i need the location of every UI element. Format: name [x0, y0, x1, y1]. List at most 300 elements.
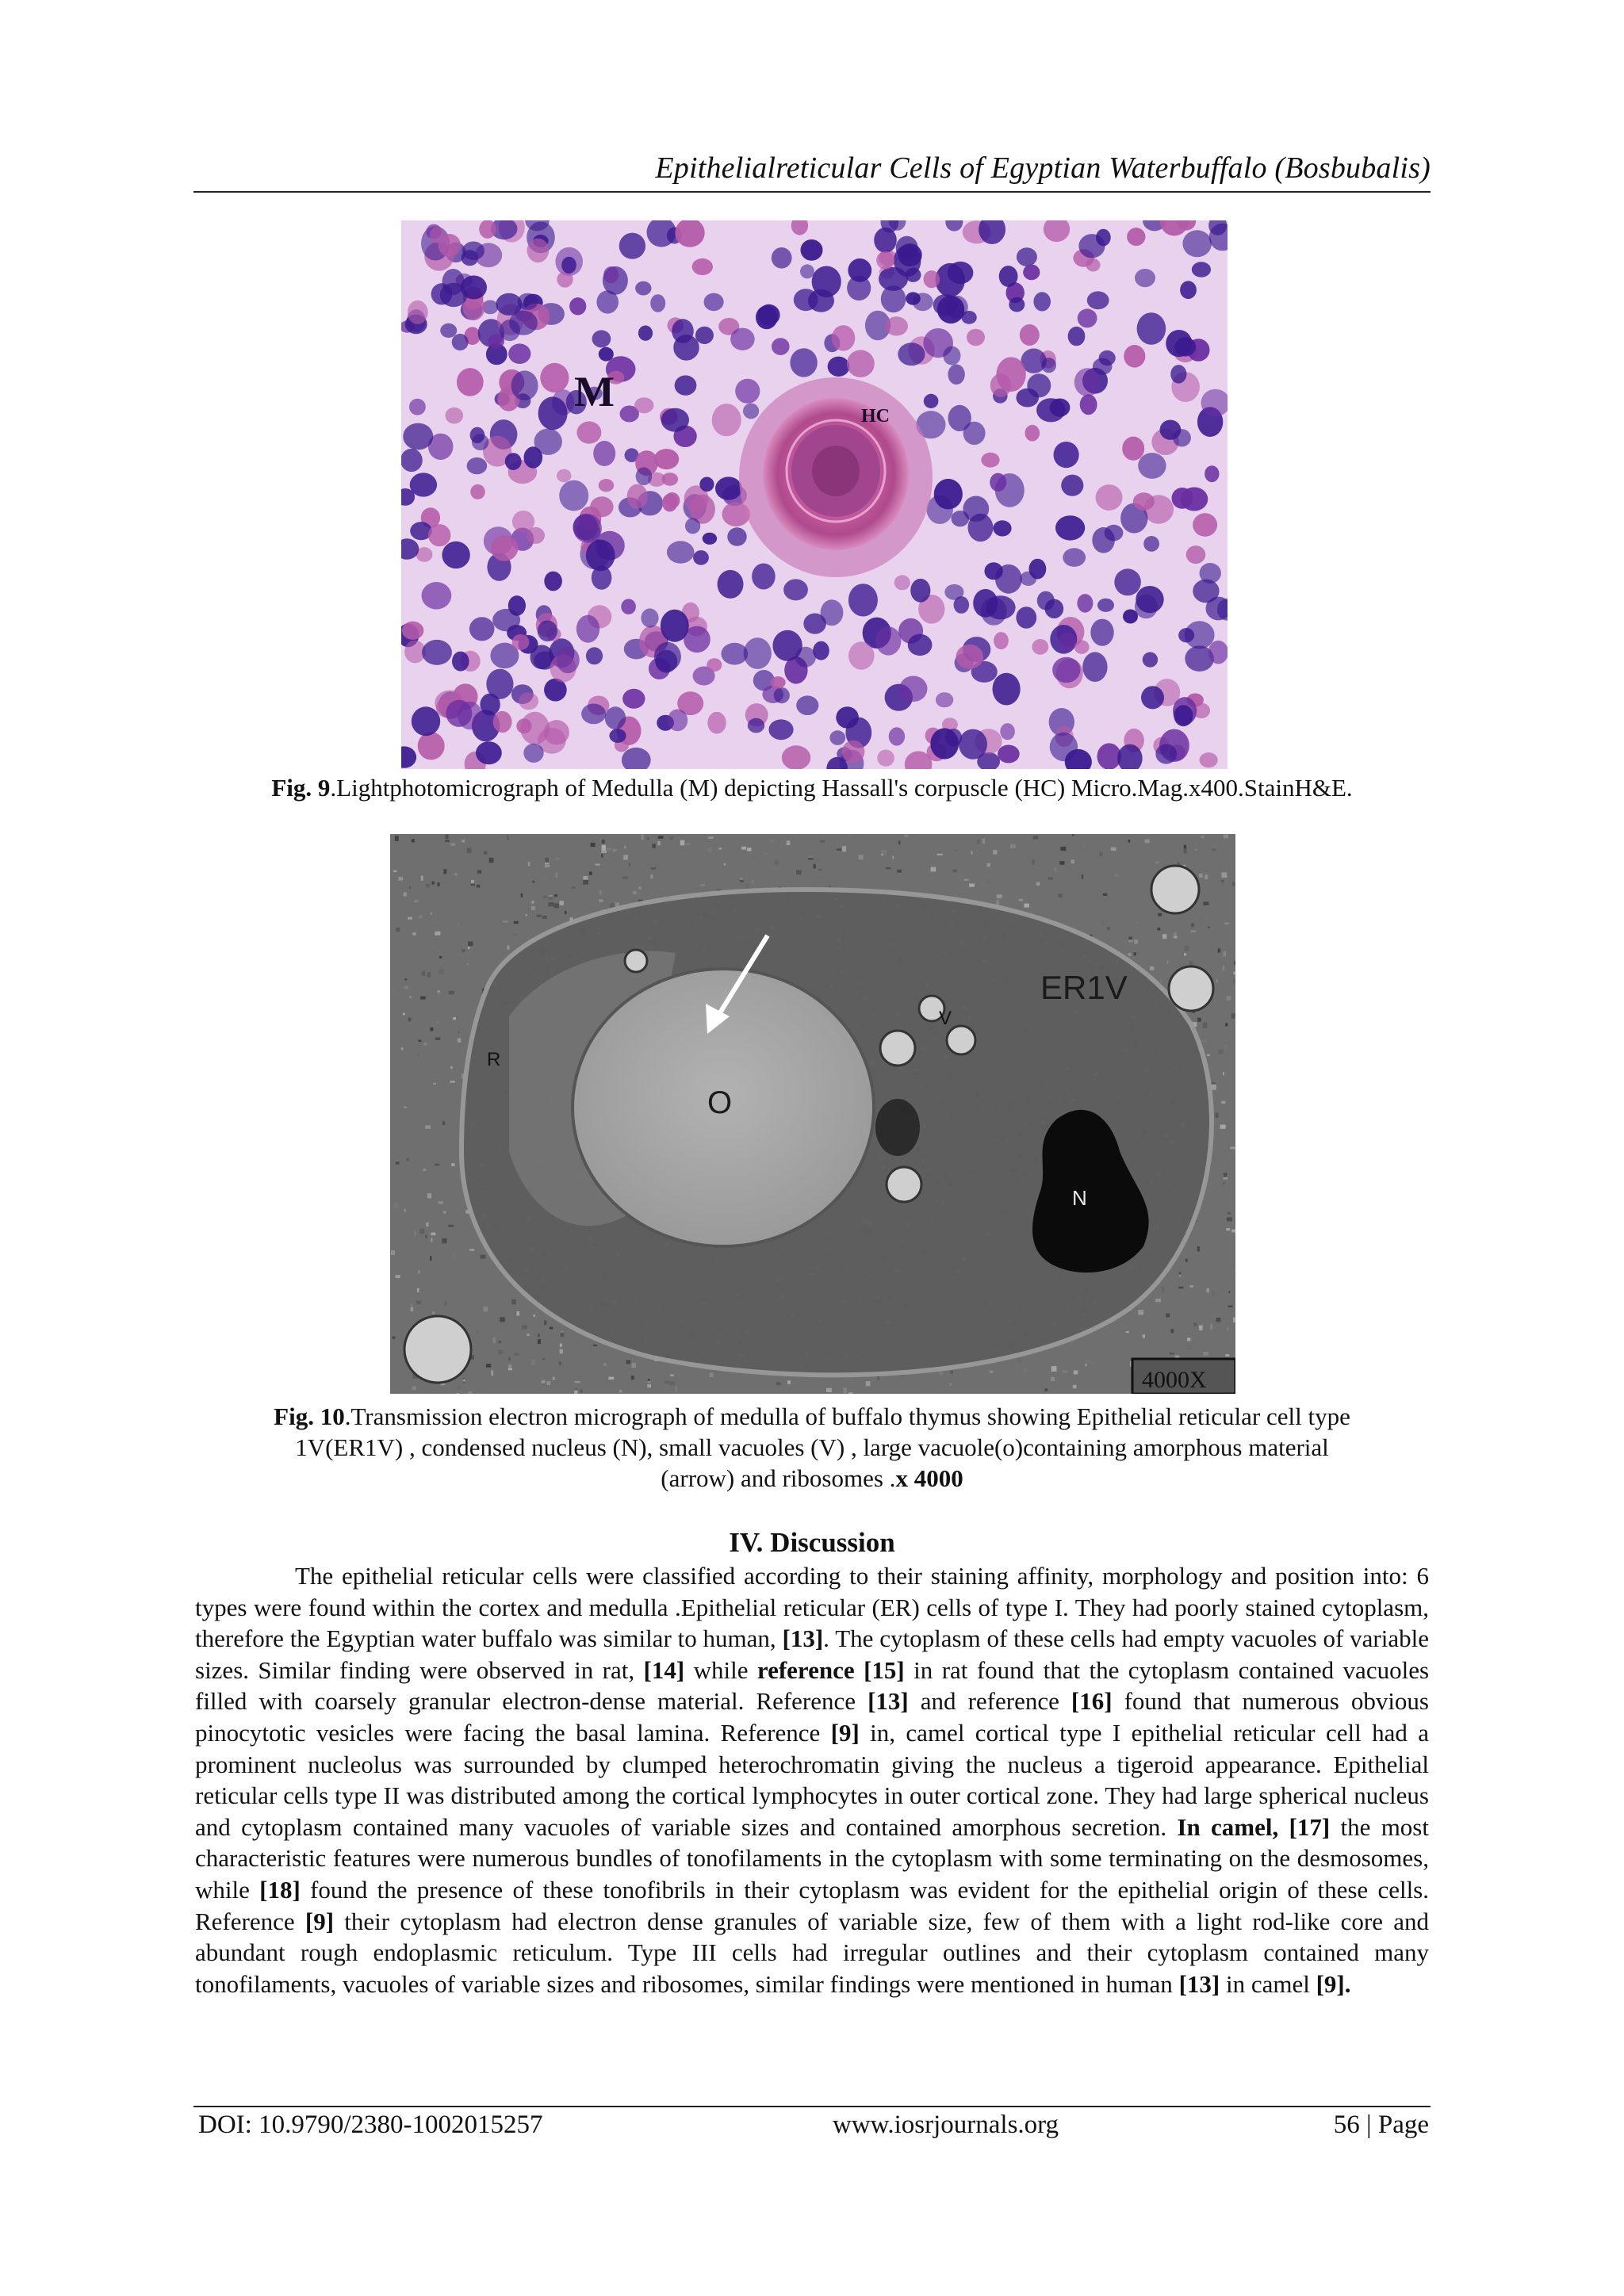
cell-nucleus	[446, 408, 464, 424]
text-run: in camel	[1220, 1969, 1316, 1998]
tem-granule	[1221, 1101, 1225, 1104]
cell-nucleus	[576, 615, 599, 643]
tem-granule	[528, 862, 530, 867]
tem-granule	[954, 850, 957, 851]
tem-granule	[414, 900, 419, 902]
tem-granule	[1219, 1146, 1221, 1148]
cell-nucleus	[1086, 258, 1101, 272]
cell-nucleus	[511, 370, 538, 400]
tem-granule	[1223, 1182, 1224, 1184]
tem-granule	[724, 863, 726, 866]
tem-granule	[1185, 1259, 1188, 1262]
tem-granule	[572, 886, 576, 888]
cell-nucleus	[1032, 639, 1048, 655]
tem-granule	[462, 840, 465, 843]
cell-nucleus	[480, 694, 500, 716]
tem-granule	[602, 840, 605, 844]
cell-nucleus	[422, 582, 452, 610]
tem-granule	[1193, 1322, 1197, 1326]
tem-granule	[481, 1255, 486, 1259]
tem-granule	[553, 1377, 555, 1380]
cell-nucleus	[875, 626, 901, 655]
cell-nucleus	[848, 641, 875, 669]
tem-granule	[591, 843, 596, 847]
tem-granule	[1218, 948, 1220, 952]
tem-granule	[396, 1161, 400, 1165]
tem-granule	[412, 1386, 416, 1390]
tem-granule	[892, 856, 894, 859]
tem-granule	[545, 858, 549, 863]
tem-granule	[1225, 1024, 1228, 1027]
tem-granule	[420, 1229, 425, 1234]
cell-nucleus	[622, 689, 645, 709]
tem-granule	[544, 1320, 546, 1325]
tem-granule	[423, 1043, 427, 1046]
cell-nucleus	[1036, 398, 1066, 422]
tem-granule	[453, 1017, 456, 1020]
tem-granule	[433, 1083, 436, 1085]
tem-granule	[404, 1209, 406, 1212]
tem-granule	[431, 1233, 436, 1236]
cell-nucleus	[1172, 488, 1193, 509]
cell-nucleus	[1074, 641, 1090, 654]
cell-nucleus	[479, 220, 496, 239]
tem-granule	[993, 850, 997, 855]
cell-nucleus	[654, 642, 681, 672]
figure-10-caption	[193, 1401, 1431, 1494]
cell-nucleus	[1029, 559, 1047, 580]
cell-nucleus	[592, 330, 611, 347]
cell-nucleus	[538, 621, 557, 642]
tem-granule	[1085, 1364, 1086, 1367]
cell-nucleus	[735, 379, 760, 404]
tem-granule	[1174, 936, 1178, 939]
tem-granule	[412, 839, 415, 842]
tem-granule	[1210, 1324, 1212, 1330]
tem-granule	[1073, 1385, 1077, 1389]
tem-granule	[1138, 1310, 1143, 1314]
text-run: their cytoplasm had electron dense granules of variable size, few of them with a light rod-like core and abundant rough endoplasmic reticulum. Type III cells had irregular outlines and their cytoplasm contained many tonofilaments, vacuoles of variable sizes and ribosomes, similar findings were mentioned in human	[195, 1907, 1430, 1998]
tem-granule	[498, 1350, 503, 1355]
cell-nucleus	[609, 729, 626, 743]
tem-granule	[648, 1381, 651, 1383]
tem-granule	[439, 956, 442, 959]
tem-granule	[1179, 1272, 1181, 1275]
cell-nucleus	[768, 719, 793, 740]
cell-nucleus	[877, 750, 894, 767]
tem-granule	[514, 921, 519, 924]
figure-10-caption-line3: (arrow) and ribosomes .	[661, 1464, 896, 1492]
cell-nucleus	[1096, 484, 1123, 511]
tem-granule	[1226, 1228, 1230, 1230]
tem-granule	[1155, 861, 1159, 863]
tem-granule	[433, 1311, 435, 1314]
tem-granule	[1201, 836, 1205, 838]
cell-nucleus	[1025, 425, 1040, 442]
cell-nucleus	[661, 408, 689, 432]
tem-granule	[560, 901, 564, 905]
tem-granule	[866, 1381, 871, 1386]
tem-granule	[425, 1125, 431, 1129]
cell-nucleus	[1124, 345, 1145, 368]
cell-nucleus	[796, 695, 818, 715]
cell-nucleus	[782, 745, 810, 769]
tem-granule	[877, 1376, 879, 1381]
tem-granule	[450, 843, 455, 846]
cell-nucleus	[993, 673, 1021, 706]
tem-granule	[1128, 936, 1132, 939]
cell-nucleus	[994, 632, 1009, 649]
discussion-paragraph	[195, 1560, 1429, 1999]
figure-10-caption-line2: 1V(ER1V) , condensed nucleus (N), small vacuoles (V) , large vacuole(o)containing amorphous material	[295, 1433, 1329, 1461]
tem-granule	[507, 946, 509, 950]
tem-granule	[1166, 1314, 1170, 1318]
figure-9-caption	[193, 772, 1431, 803]
cell-nucleus	[1174, 705, 1193, 726]
cell-nucleus	[1155, 744, 1177, 763]
tem-granule	[451, 1163, 454, 1166]
cell-nucleus	[800, 264, 814, 278]
tem-granule	[996, 900, 999, 905]
tem-granule	[1218, 1049, 1223, 1054]
tem-granule	[602, 845, 606, 851]
cell-nucleus	[401, 449, 423, 472]
cell-nucleus	[661, 610, 689, 642]
tem-granule	[808, 858, 814, 860]
tem-granule	[1227, 996, 1231, 1001]
figure-10-image	[390, 834, 1235, 1394]
tem-granule	[442, 1238, 446, 1243]
tem-granule	[393, 1203, 399, 1208]
cell-nucleus	[1052, 657, 1080, 683]
tem-granule	[1187, 1345, 1192, 1349]
tem-granule	[1036, 882, 1040, 886]
tem-granule	[747, 848, 752, 851]
cell-nucleus	[783, 579, 808, 600]
cell-nucleus	[1055, 515, 1085, 540]
tem-granule	[1023, 1368, 1027, 1372]
tem-granule	[764, 853, 768, 855]
tem-granule	[1233, 1318, 1235, 1323]
tem-granule	[426, 884, 430, 887]
cell-nucleus	[418, 732, 445, 760]
tem-granule	[900, 1375, 904, 1376]
cell-nucleus	[998, 745, 1020, 763]
tem-granule	[1228, 1291, 1230, 1293]
tem-granule	[1071, 859, 1074, 863]
tem-granule	[796, 870, 802, 874]
tem-granule	[1157, 928, 1160, 931]
cell-nucleus	[999, 266, 1018, 287]
tem-granule	[818, 869, 822, 871]
tem-granule	[642, 835, 644, 840]
tem-granule	[1184, 845, 1186, 849]
cell-nucleus	[1061, 475, 1083, 496]
tem-granule	[408, 1018, 412, 1022]
cell-nucleus	[619, 233, 645, 259]
cell-nucleus	[573, 514, 602, 543]
tem-granule	[1160, 979, 1162, 983]
cell-nucleus	[1143, 652, 1158, 668]
tem-granule	[1128, 840, 1131, 843]
cell-nucleus	[557, 271, 573, 287]
tem-granule	[1091, 1361, 1096, 1364]
tem-granule	[522, 1325, 527, 1329]
cell-nucleus	[685, 518, 700, 534]
cell-nucleus	[446, 700, 472, 727]
scale-bar	[1132, 1359, 1235, 1394]
tem-granule	[438, 882, 440, 886]
cell-nucleus	[1078, 234, 1105, 258]
tem-granule	[554, 894, 557, 897]
tem-granule	[1059, 861, 1064, 865]
cell-nucleus	[667, 541, 695, 563]
tem-granule	[1224, 951, 1227, 956]
cell-nucleus	[1141, 686, 1164, 709]
tem-granule	[1018, 1358, 1021, 1364]
cell-nucleus	[718, 570, 744, 599]
tem-granule	[959, 874, 963, 878]
tem-granule	[417, 1288, 419, 1292]
tem-granule	[670, 1374, 674, 1376]
tem-granule	[1224, 1173, 1228, 1177]
cell-nucleus	[493, 711, 512, 733]
tem-granule	[543, 896, 548, 898]
tem-granule	[499, 1341, 502, 1343]
tem-granule	[843, 1387, 847, 1392]
cell-nucleus	[995, 564, 1022, 594]
tem-granule	[468, 947, 470, 949]
tem-granule	[1115, 874, 1118, 876]
tem-granule	[1126, 1331, 1129, 1333]
tem-granule	[950, 1383, 952, 1386]
tem-granule	[787, 840, 791, 845]
tem-granule	[538, 1334, 539, 1337]
tem-granule	[423, 1169, 426, 1171]
tem-granule	[848, 835, 853, 838]
tem-granule	[1134, 952, 1136, 955]
figure-10-caption-label: Fig. 10	[274, 1402, 345, 1430]
cell-nucleus	[505, 453, 522, 470]
cell-nucleus	[828, 357, 850, 377]
tem-granule	[1048, 877, 1053, 880]
cell-nucleus	[523, 744, 543, 763]
tem-granule	[419, 916, 422, 919]
tem-granule	[493, 1337, 496, 1343]
cell-nucleus	[627, 484, 648, 509]
tem-granule	[740, 878, 744, 880]
cell-nucleus	[1092, 527, 1115, 553]
tem-granule	[442, 1121, 446, 1125]
tem-granule	[508, 1368, 512, 1371]
cell-nucleus	[457, 368, 484, 396]
tem-granule	[719, 848, 722, 849]
cell-nucleus	[967, 329, 985, 346]
cell-nucleus	[727, 527, 746, 546]
tem-granule	[545, 865, 550, 867]
cell-nucleus	[803, 614, 826, 634]
tem-granule	[1227, 1212, 1231, 1215]
tem-granule	[658, 836, 664, 839]
tem-granule	[612, 849, 616, 852]
tem-granule	[404, 985, 408, 989]
tem-granule	[1202, 1041, 1207, 1043]
cell-nucleus	[829, 730, 845, 745]
cell-nucleus	[772, 247, 792, 269]
cell-nucleus	[963, 422, 986, 445]
tem-granule	[1031, 883, 1035, 886]
tem-granule	[710, 1372, 714, 1377]
tem-granule	[391, 1250, 395, 1255]
tem-granule	[477, 871, 482, 874]
tem-granule	[1197, 1018, 1201, 1022]
cell-nucleus	[832, 325, 856, 350]
tem-granule	[1099, 852, 1102, 856]
cell-nucleus	[913, 293, 933, 311]
label-r: R	[487, 1049, 501, 1070]
cell-nucleus	[924, 270, 940, 288]
tem-granule	[1158, 913, 1162, 916]
cell-nucleus	[442, 541, 469, 568]
tem-granule	[431, 1238, 432, 1242]
hassalls-corpuscle	[739, 377, 933, 577]
cell-nucleus	[527, 527, 545, 544]
tem-granule	[405, 1293, 409, 1298]
cell-nucleus	[412, 706, 440, 736]
tem-granule	[412, 932, 416, 935]
tem-granule	[574, 1391, 577, 1395]
tem-granule	[556, 858, 559, 859]
tem-granule	[676, 1386, 677, 1391]
cell-nucleus	[672, 319, 694, 343]
citation: In camel, [17]	[1177, 1812, 1331, 1841]
tem-granule	[393, 1320, 396, 1322]
tem-granule	[1019, 899, 1024, 901]
tem-granule	[1203, 1023, 1207, 1028]
tem-granule	[881, 854, 883, 856]
cell-nucleus	[408, 300, 428, 324]
tem-granule	[432, 882, 435, 885]
tem-granule	[575, 1381, 580, 1383]
footer-rule	[193, 2106, 1431, 2107]
cell-nucleus	[899, 676, 927, 702]
tem-granule	[580, 1390, 582, 1394]
tem-granule	[1207, 1054, 1210, 1056]
footer-site: www.iosrjournals.org	[833, 2110, 1059, 2139]
cell-nucleus	[641, 608, 658, 627]
cell-nucleus	[540, 363, 569, 392]
tem-granule	[393, 871, 397, 872]
tem-granule	[648, 1379, 650, 1380]
cell-nucleus	[1114, 568, 1141, 595]
tem-granule	[527, 1334, 530, 1336]
tem-granule	[963, 879, 968, 881]
cell-nucleus	[1033, 292, 1051, 311]
tem-granule	[1024, 904, 1029, 908]
tem-granule	[1221, 872, 1227, 878]
tem-granule	[484, 851, 488, 855]
figure-9-image	[401, 220, 1228, 769]
tem-granule	[776, 1382, 780, 1385]
cell-nucleus	[1020, 324, 1040, 346]
tem-granule	[622, 877, 628, 879]
tem-granule	[632, 1363, 637, 1368]
tem-granule	[1101, 920, 1104, 926]
cell-nucleus	[1080, 394, 1097, 415]
tem-granule	[457, 1393, 459, 1394]
cell-nucleus	[1068, 327, 1086, 346]
cell-nucleus	[599, 479, 614, 492]
tem-granule	[396, 1275, 400, 1278]
label-n: N	[1072, 1186, 1087, 1210]
cell-nucleus	[695, 327, 714, 344]
cell-nucleus	[544, 572, 562, 591]
cell-nucleus	[675, 375, 697, 395]
tem-granule	[842, 846, 846, 851]
cell-nucleus	[790, 348, 817, 377]
running-title: Epithelialreticular Cells of Egyptian Waterbuffalo (Bosbubalis)	[655, 151, 1431, 185]
tem-granule	[1231, 1348, 1234, 1353]
tem-granule	[753, 856, 754, 859]
tem-granule	[393, 989, 394, 993]
tem-granule	[1197, 1246, 1200, 1252]
tem-granule	[1233, 979, 1235, 984]
tem-granule	[633, 891, 637, 894]
tem-granule	[982, 839, 985, 844]
tem-granule	[436, 1021, 442, 1024]
tem-granule	[427, 1193, 431, 1198]
tem-granule	[969, 884, 975, 887]
label-hc: HC	[861, 406, 890, 427]
tem-granule	[1184, 848, 1187, 853]
tem-granule	[483, 1307, 488, 1311]
cell-nucleus	[576, 422, 601, 444]
tem-granule	[665, 1380, 670, 1383]
tem-granule	[751, 879, 754, 883]
cell-nucleus	[885, 316, 908, 335]
tem-granule	[1162, 934, 1166, 939]
tem-granule	[1212, 1292, 1215, 1297]
cell-nucleus	[1041, 358, 1056, 373]
tem-granule	[534, 1314, 536, 1317]
cell-nucleus	[428, 524, 450, 546]
citation: [14]	[643, 1655, 685, 1684]
tem-granule	[580, 1393, 583, 1394]
tem-granule	[583, 880, 588, 885]
tem-granule	[1010, 844, 1016, 848]
tem-granule	[1227, 1327, 1228, 1330]
tem-granule	[1051, 1377, 1055, 1381]
tem-granule	[1044, 1388, 1048, 1391]
tem-granule	[1086, 1360, 1090, 1362]
tem-granule	[1191, 923, 1194, 927]
cell-nucleus	[509, 311, 538, 335]
cell-nucleus	[1166, 330, 1192, 357]
tem-granule	[1058, 894, 1062, 897]
cell-nucleus	[1193, 513, 1217, 537]
cell-nucleus	[1133, 492, 1155, 510]
label-v: V	[939, 1008, 952, 1029]
tem-granule	[990, 1371, 994, 1373]
label-m: M	[574, 368, 615, 415]
tem-granule	[462, 950, 465, 952]
tem-granule	[937, 854, 943, 855]
tem-granule	[1156, 838, 1159, 842]
cell-nucleus	[1127, 228, 1145, 246]
cell-nucleus	[959, 729, 987, 760]
tem-granule	[542, 1380, 546, 1383]
tem-granule	[1208, 927, 1210, 928]
